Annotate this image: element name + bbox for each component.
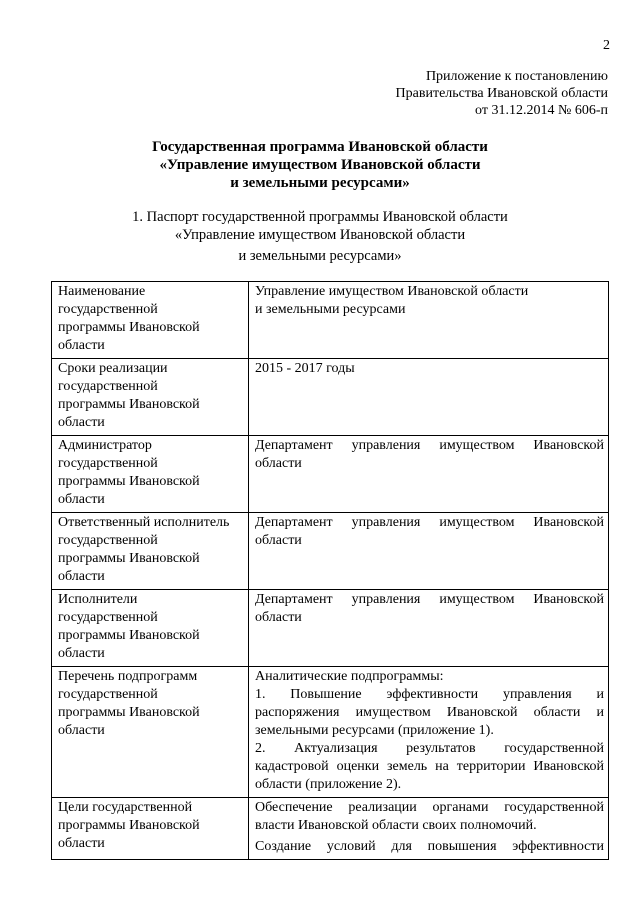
label-line: программы Ивановской — [58, 705, 200, 720]
label-line: государственной — [58, 379, 158, 394]
row-value — [249, 282, 609, 359]
row-label — [52, 436, 249, 513]
label-line: государственной — [58, 687, 158, 702]
value-line: и земельными ресурсами — [255, 302, 406, 317]
value-line: Департамент управления имуществом Ивановской области — [255, 438, 604, 471]
row-label — [52, 667, 249, 798]
appendix-line: Правительства Ивановской области — [395, 86, 608, 101]
table-row — [52, 513, 609, 590]
label-line: области — [58, 836, 105, 851]
table-row — [52, 590, 609, 667]
value-line: Департамент управления имуществом Ивановской области — [255, 592, 604, 625]
label-line: программы Ивановской — [58, 474, 200, 489]
row-value — [249, 590, 609, 667]
label-line: программы Ивановской — [58, 818, 200, 833]
page-number: 2 — [603, 38, 610, 53]
label-line: области — [58, 569, 105, 584]
label-line: государственной — [58, 610, 158, 625]
value-paragraph: Обеспечение реализации органами государственной власти Ивановской области своих полномочий. — [255, 800, 604, 833]
row-label — [52, 798, 249, 860]
passport-table — [51, 281, 609, 860]
table-row — [52, 436, 609, 513]
title-line: и земельными ресурсами» — [230, 175, 410, 191]
value-paragraph: 1. Повышение эффективности управления и распоряжения имуществом Ивановской области и земельными ресурсами (приложение 1). — [255, 687, 604, 738]
label-line: Наименование — [58, 284, 146, 299]
row-value — [249, 667, 609, 798]
appendix-note — [396, 68, 608, 119]
label-line: области — [58, 492, 105, 507]
label-line: Перечень подпрограмм — [58, 669, 198, 684]
label-line: области — [58, 338, 105, 353]
table-row — [52, 359, 609, 436]
title-line: «Управление имуществом Ивановской области — [159, 157, 481, 173]
label-line: государственной — [58, 456, 158, 471]
document-title — [0, 138, 640, 192]
title-line: Государственная программа Ивановской области — [152, 139, 488, 155]
label-line: области — [58, 646, 105, 661]
section-line: и земельными ресурсами» — [238, 248, 402, 264]
row-value — [249, 513, 609, 590]
label-line: Исполнители — [58, 592, 138, 607]
row-value — [249, 436, 609, 513]
value-paragraph: 2. Актуализация результатов государственной кадастровой оценки земель на территории Ивановской области (приложение 2). — [255, 741, 604, 792]
label-line: Цели государственной — [58, 800, 193, 815]
appendix-line: Приложение к постановлению — [425, 69, 608, 84]
row-value — [249, 359, 609, 436]
appendix-line: от 31.12.2014 № 606-п — [475, 103, 608, 118]
label-line: программы Ивановской — [58, 551, 200, 566]
label-line: программы Ивановской — [58, 397, 200, 412]
section-line: 1. Паспорт государственной программы Ивановской области — [132, 209, 508, 225]
value-line: Департамент управления имуществом Ивановской области — [255, 515, 604, 548]
table-row — [52, 282, 609, 359]
label-line: программы Ивановской — [58, 320, 200, 335]
label-line: программы Ивановской — [58, 628, 200, 643]
value-line: Управление имуществом Ивановской области — [255, 284, 529, 299]
label-line: области — [58, 415, 105, 430]
row-label — [52, 282, 249, 359]
label-line: государственной — [58, 302, 158, 317]
row-value — [249, 798, 609, 860]
value-line: 2015 - 2017 годы — [255, 361, 355, 376]
section-line: «Управление имуществом Ивановской области — [174, 227, 466, 243]
row-label — [52, 590, 249, 667]
label-line: области — [58, 723, 105, 738]
row-label — [52, 359, 249, 436]
table-row — [52, 798, 609, 860]
row-label — [52, 513, 249, 590]
label-line: Администратор — [58, 438, 152, 453]
label-line: государственной — [58, 533, 158, 548]
label-line: Ответственный исполнитель — [58, 515, 230, 530]
section-heading — [0, 208, 640, 265]
value-line: Аналитические подпрограммы: — [255, 669, 444, 684]
table-row — [52, 667, 609, 798]
value-paragraph: Создание условий для повышения эффективности — [255, 839, 604, 854]
label-line: Сроки реализации — [58, 361, 168, 376]
